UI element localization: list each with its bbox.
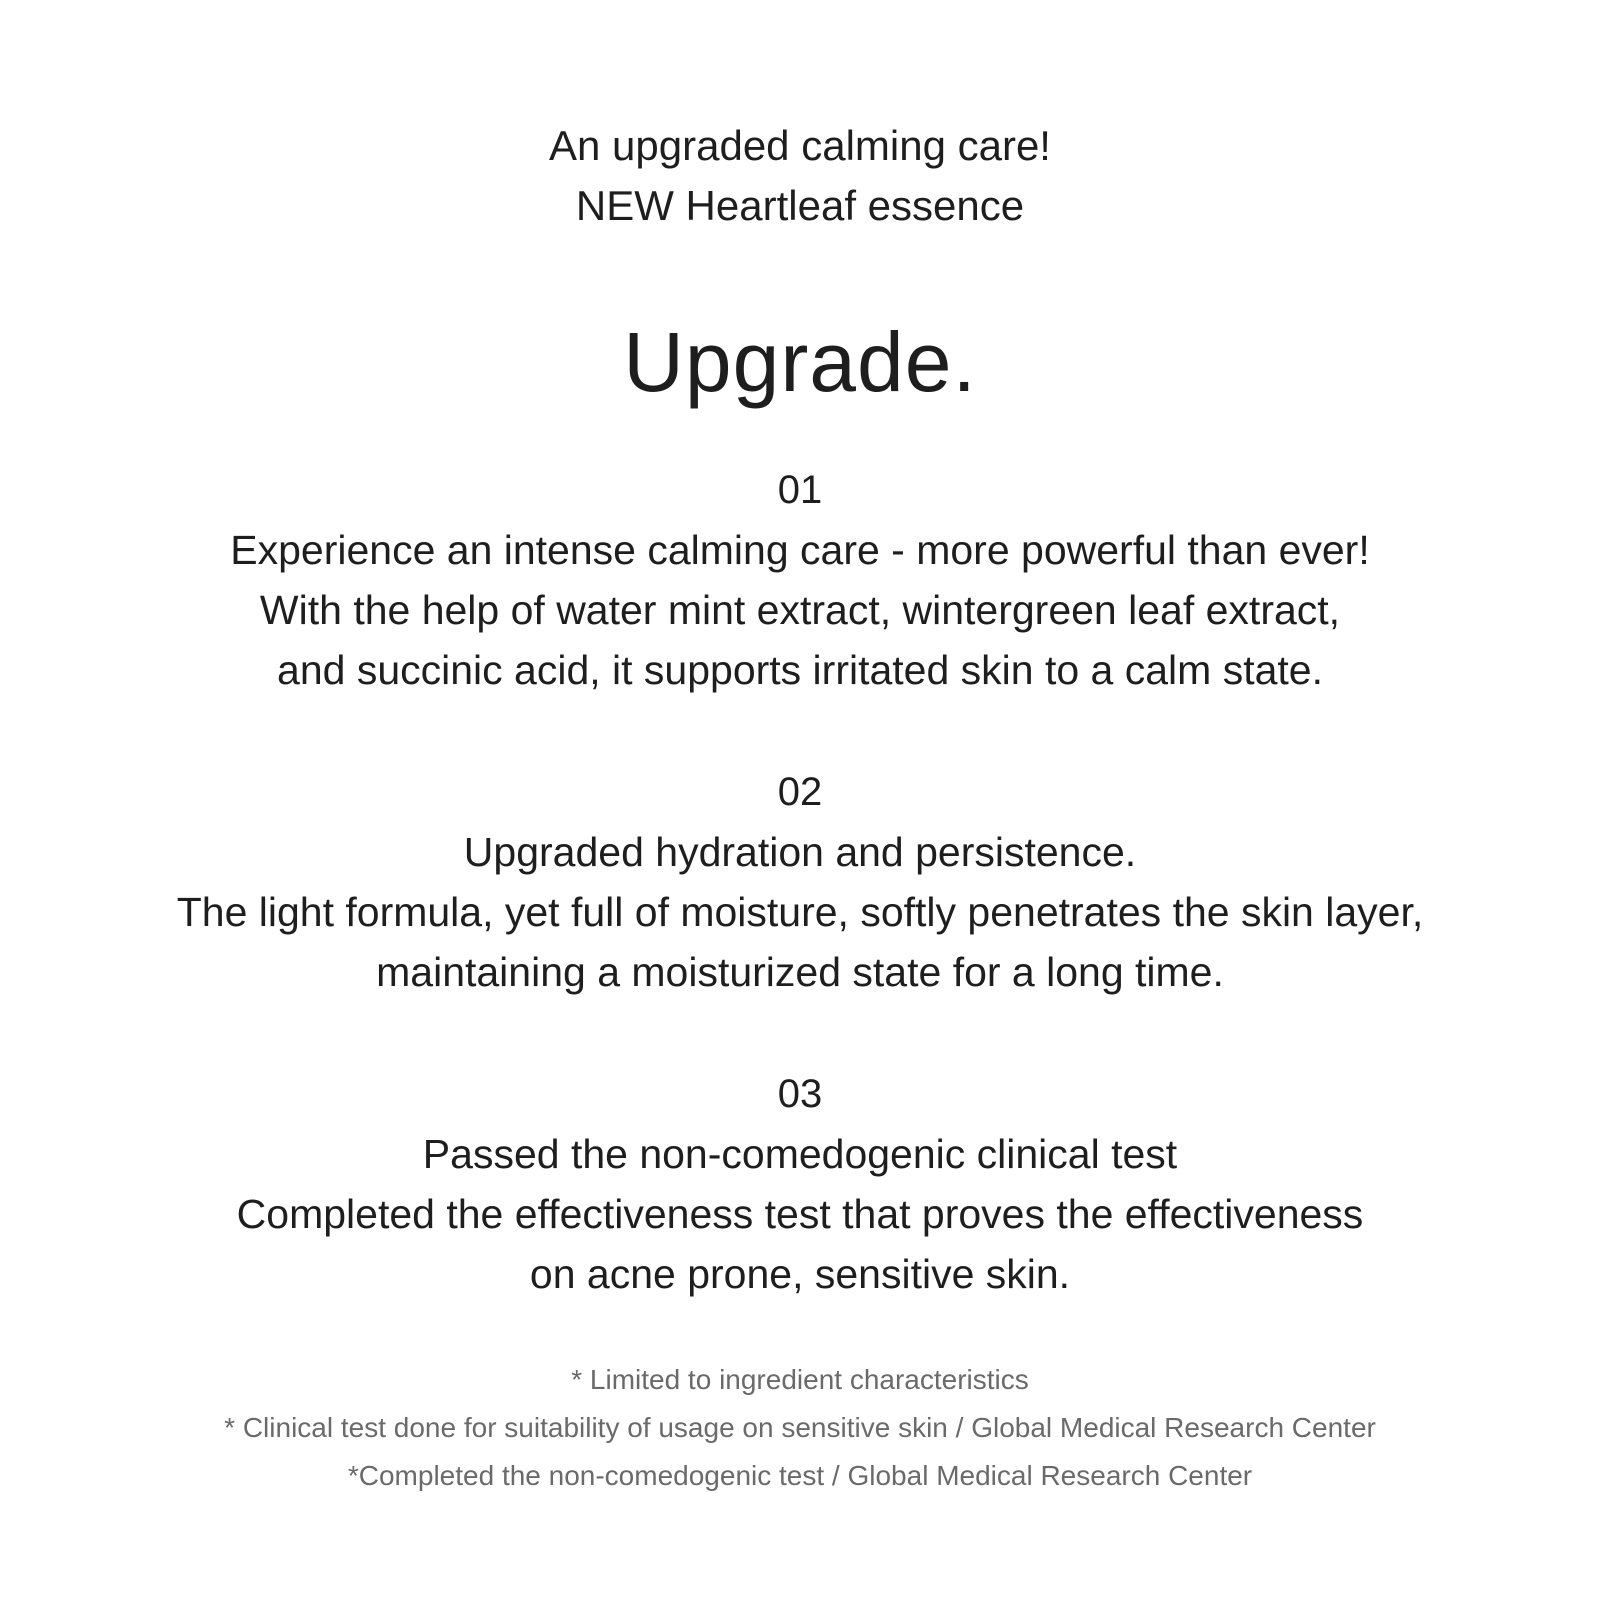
footnote: * Limited to ingredient characteristics (571, 1364, 1029, 1395)
page-title: Upgrade. (623, 315, 977, 409)
section-number: 02 (777, 770, 823, 814)
feature-section-02 (0, 762, 1600, 1002)
intro-block (0, 116, 1600, 236)
intro-line-1: An upgraded calming care! (549, 122, 1051, 169)
section-line: With the help of water mint extract, wintergreen leaf extract, (259, 587, 1341, 633)
section-line: maintaining a moisturized state for a long time. (376, 949, 1224, 995)
section-line: and succinic acid, it supports irritated skin to a calm state. (277, 647, 1323, 693)
footnote: *Completed the non-comedogenic test / Global Medical Research Center (347, 1460, 1253, 1491)
footnote: * Clinical test done for suitability of usage on sensitive skin / Global Medical Research Center (224, 1412, 1376, 1443)
section-number: 01 (777, 468, 823, 512)
section-number: 03 (777, 1072, 823, 1116)
feature-section-01 (0, 460, 1600, 700)
section-line: Upgraded hydration and persistence. (463, 829, 1137, 875)
footnotes (0, 1356, 1600, 1500)
section-line: Experience an intense calming care - more powerful than ever! (230, 527, 1370, 573)
section-line: Completed the effectiveness test that proves the effectiveness (236, 1191, 1364, 1237)
section-line: The light formula, yet full of moisture, softly penetrates the skin layer, (176, 889, 1424, 935)
intro-line-2: NEW Heartleaf essence (575, 182, 1025, 229)
feature-section-03 (0, 1064, 1600, 1304)
section-line: Passed the non-comedogenic clinical test (422, 1131, 1178, 1177)
section-line: on acne prone, sensitive skin. (529, 1251, 1071, 1297)
